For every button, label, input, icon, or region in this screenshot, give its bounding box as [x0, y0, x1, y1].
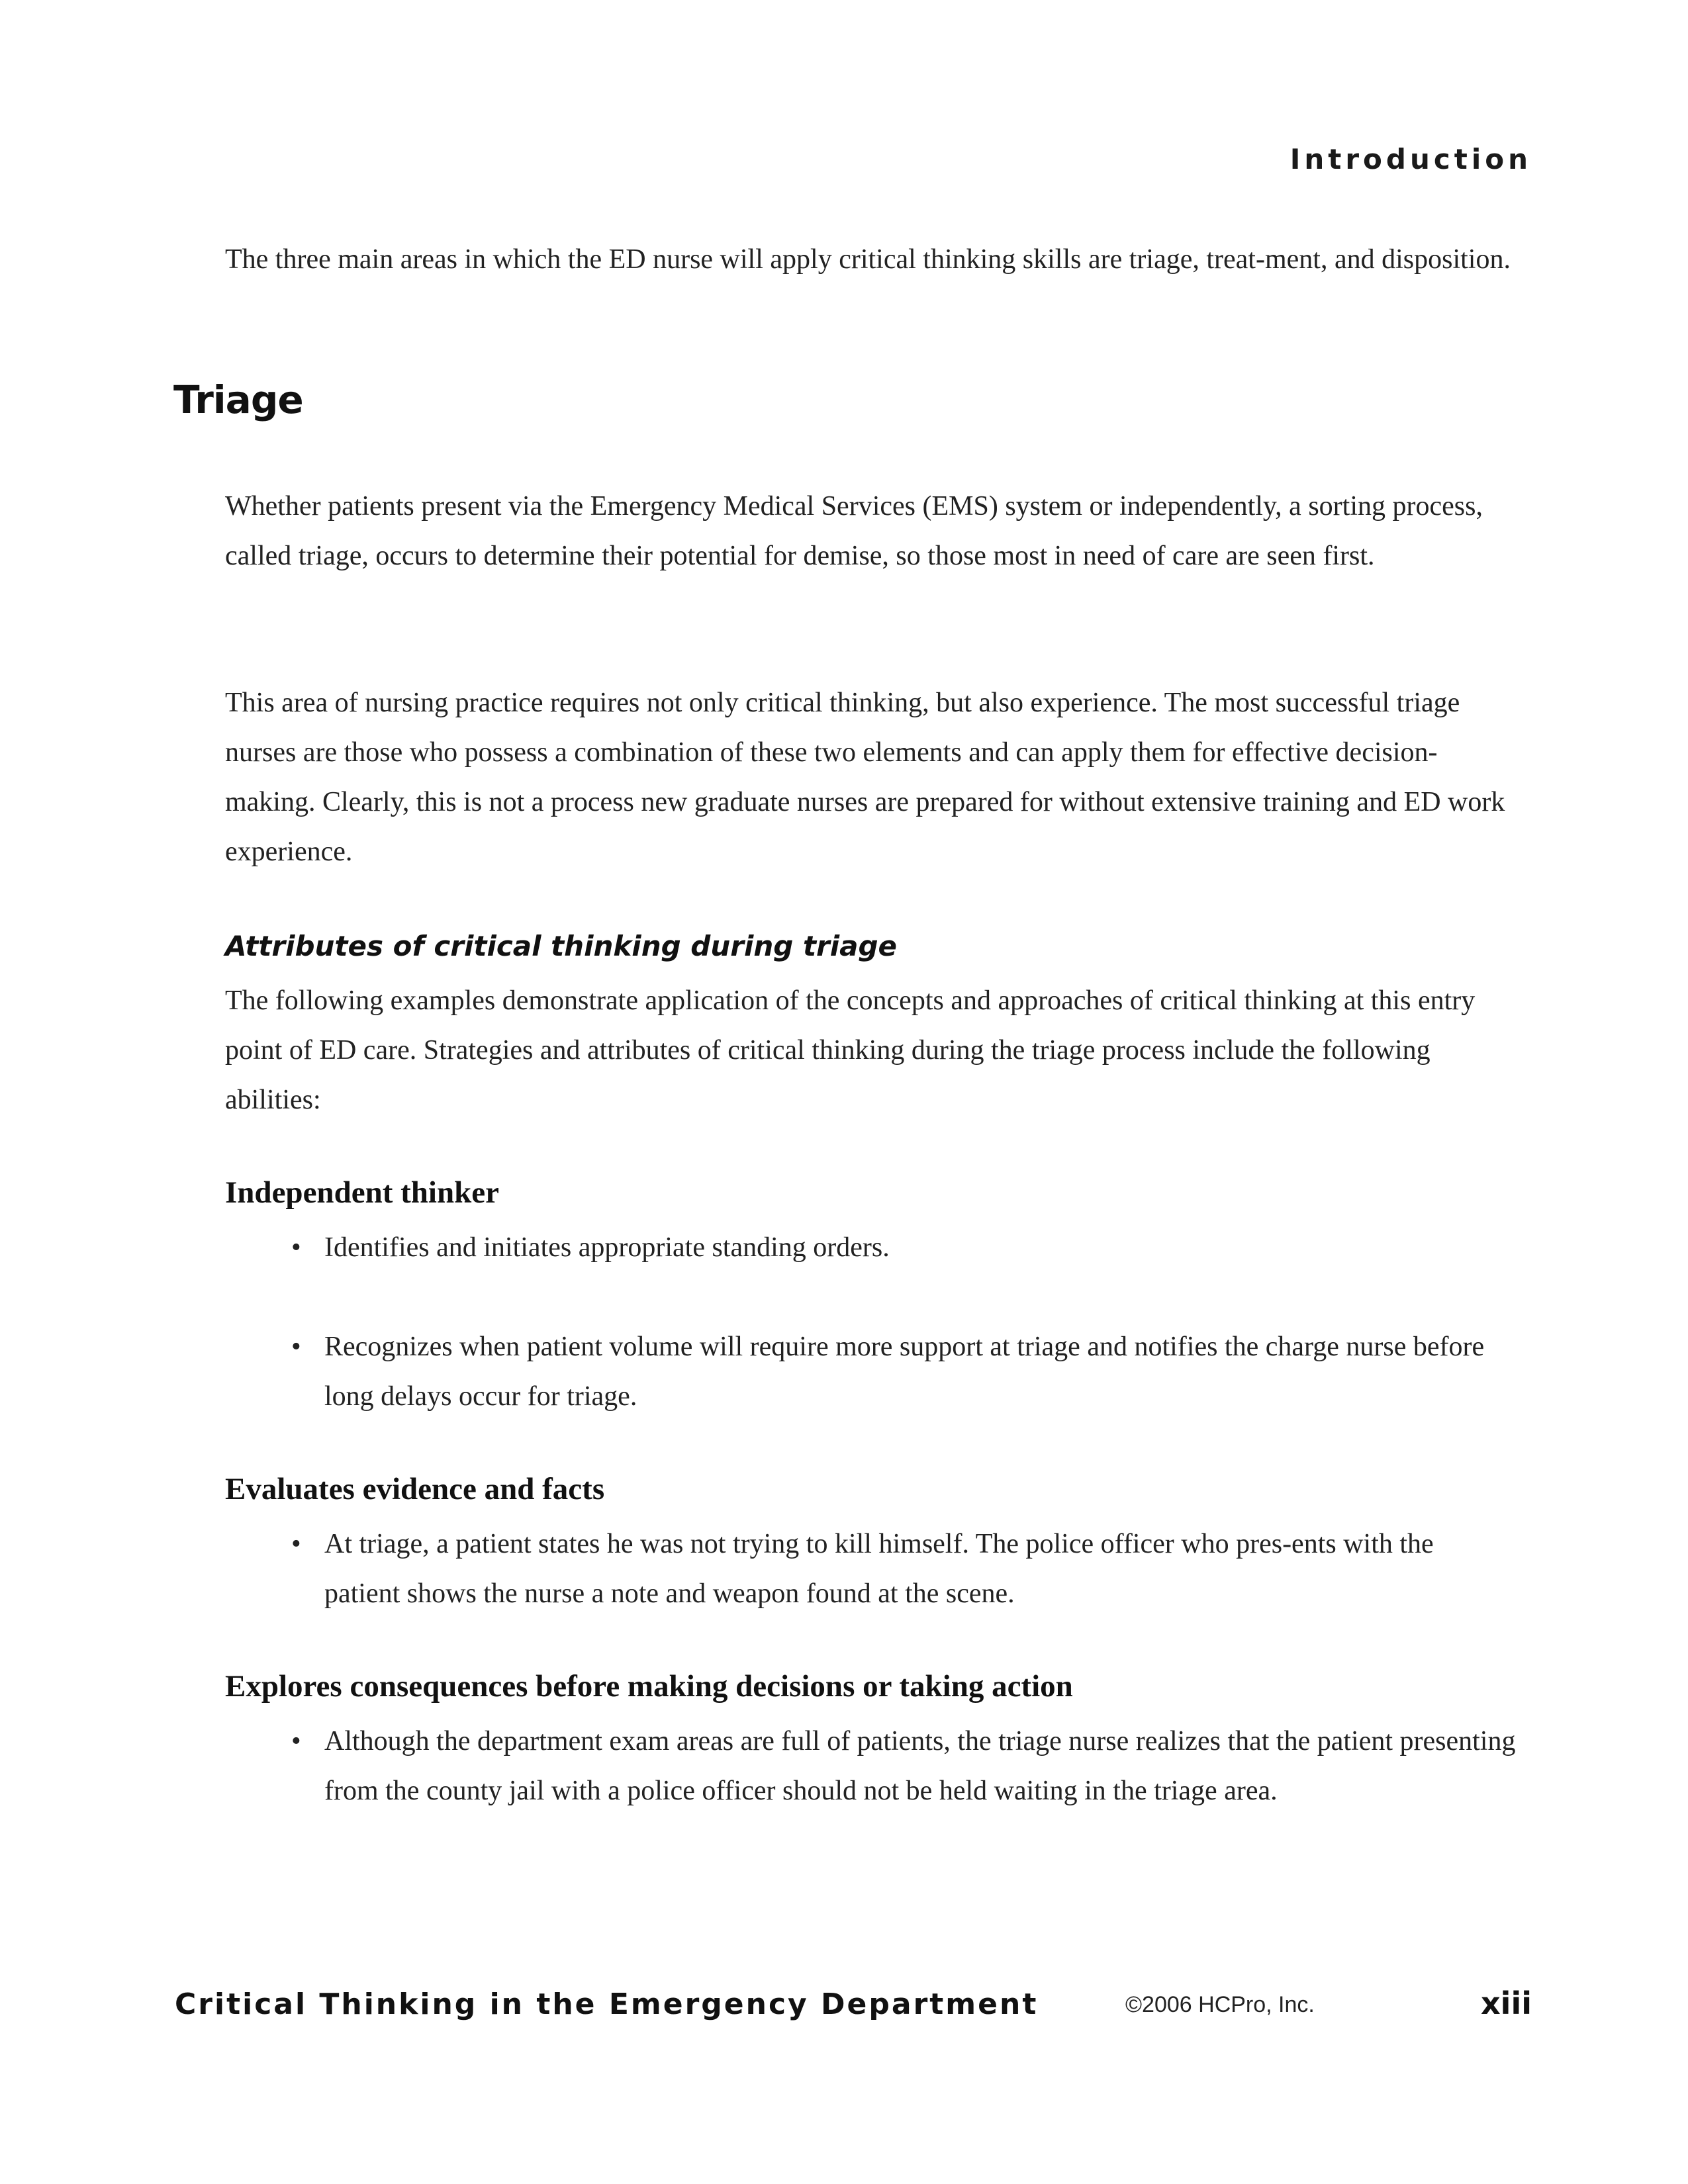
bullet-text: Although the department exam areas are full of patients, the triage nurse realizes that the patient presenting from the county jail with a police officer should not be held waiting in the triage area. — [324, 1726, 1516, 1806]
list-item — [291, 1223, 1516, 1273]
intro-paragraph: The three main areas in which the ED nurse will apply critical thinking skills are triage, treat-ment, and disposition. — [225, 244, 1511, 275]
independent-thinker-list — [291, 1223, 1516, 1422]
attributes-paragraph: The following examples demonstrate application of the concepts and approaches of critical thinking at this entry point of ED care. Strategies and attributes of critical thinking during the triage process include the following abilities: — [225, 985, 1476, 1115]
subheading-evaluates-evidence: Evaluates evidence and facts — [225, 1472, 605, 1506]
bullet-icon: • — [291, 1232, 301, 1263]
evaluates-evidence-list — [291, 1520, 1516, 1619]
page-number: xiii — [1481, 1985, 1532, 2021]
triage-paragraph-1: Whether patients present via the Emergency Medical Services (EMS) system or independently, a sorting process, called triage, occurs to determine their potential for demise, so those most in need of care are seen first. — [225, 491, 1483, 571]
bullet-icon: • — [291, 1529, 301, 1559]
subheading-explores-consequences: Explores consequences before making decisions or taking action — [225, 1669, 1073, 1704]
subheading-independent-thinker: Independent thinker — [225, 1175, 499, 1210]
list-item — [291, 1322, 1516, 1422]
running-head: Introduction — [1289, 143, 1532, 175]
list-item — [291, 1717, 1516, 1816]
triage-paragraph-2: This area of nursing practice requires not only critical thinking, but also experience. The most successful triage nurses are those who possess a combination of these two elements and can apply them for effective decision-making. Clearly, this is not a process new graduate nurses are prepared for without extensive training and ED work experience. — [225, 688, 1505, 867]
bullet-icon: • — [291, 1332, 301, 1362]
footer-copyright: ©2006 HCPro, Inc. — [1125, 1992, 1315, 2017]
bullet-text: At triage, a patient states he was not trying to kill himself. The police officer who pres-ents with the patient shows the nurse a note and weapon found at the scene. — [324, 1529, 1434, 1609]
bullet-icon: • — [291, 1726, 301, 1756]
attributes-subheading: Attributes of critical thinking during triage — [225, 930, 898, 962]
bullet-text: Identifies and initiates appropriate standing orders. — [324, 1232, 890, 1263]
footer-book-title: Critical Thinking in the Emergency Department — [175, 1987, 1039, 2021]
bullet-text: Recognizes when patient volume will require more support at triage and notifies the charge nurse before long delays occur for triage. — [324, 1332, 1485, 1412]
explores-consequences-list — [291, 1717, 1516, 1816]
section-title-triage: Triage — [173, 377, 303, 422]
list-item — [291, 1520, 1516, 1619]
